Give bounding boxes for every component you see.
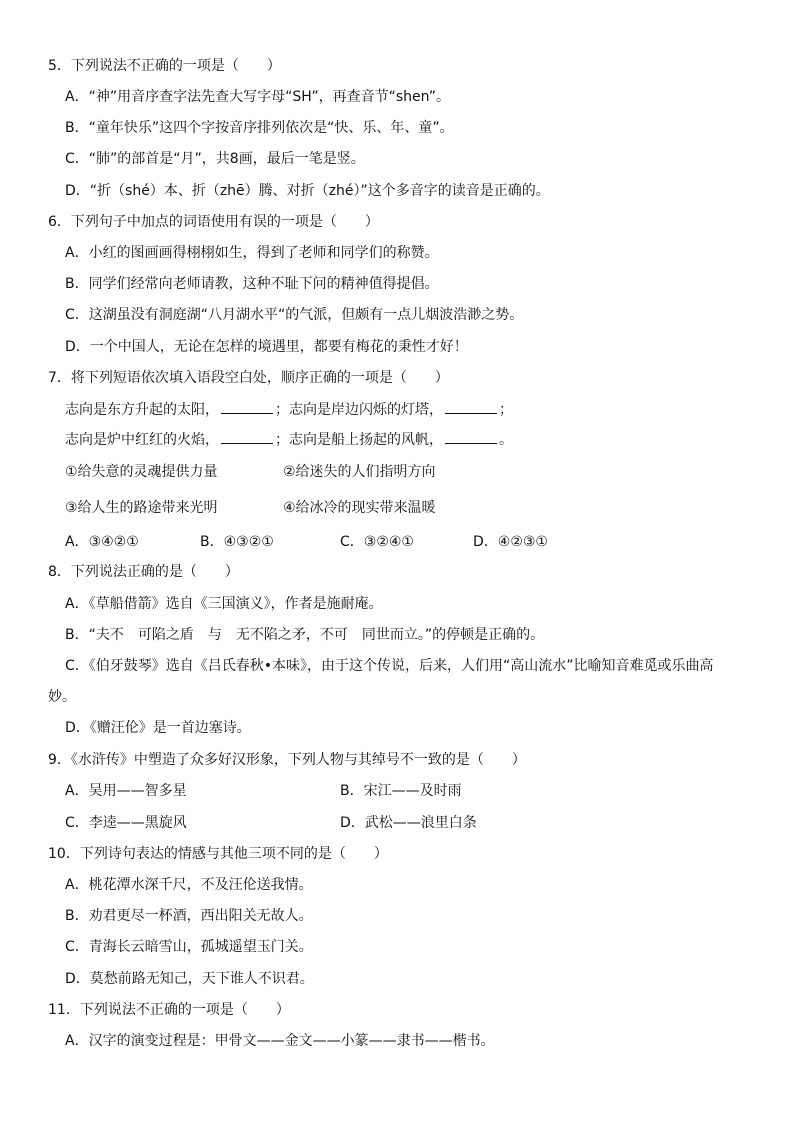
passage-text: ；志向是船上扬起的风帆，	[275, 432, 443, 448]
question-7-stem: 7．将下列短语依次填入语段空白处，顺序正确的一项是（ ）	[48, 370, 449, 386]
question-11-stem: 11．下列说法不正确的一项是（ ）	[48, 1002, 290, 1018]
question-5-option-b: B．“童年快乐”这四个字按音序排列依次是“快、乐、年、童”。	[65, 120, 454, 136]
question-7-option-a: A．③④②①	[65, 534, 139, 550]
question-7-option-c: C．③②④①	[340, 534, 414, 550]
question-8-option-c-continued: 妙。	[48, 689, 76, 705]
blank	[445, 401, 497, 414]
question-8-option-a: A．《草船借箭》选自《三国演义》，作者是施耐庵。	[65, 596, 383, 612]
question-9-stem: 9．《水浒传》中塑造了众多好汉形象，下列人物与其绰号不一致的是（ ）	[48, 752, 526, 768]
blank	[221, 401, 273, 414]
question-10-option-c: C．青海长云暗雪山，孤城遥望玉门关。	[65, 939, 313, 955]
question-7-phrase-4: ④给冰冷的现实带来温暖	[283, 500, 436, 516]
passage-text: 志向是东方升起的太阳，	[65, 402, 219, 418]
question-7-passage-line-1	[65, 401, 513, 419]
question-6-option-a: A．小红的图画画得栩栩如生，得到了老师和同学们的称赞。	[65, 245, 439, 261]
question-8-stem: 8．下列说法正确的是（ ）	[48, 564, 239, 580]
question-7-option-b: B．④③②①	[200, 534, 274, 550]
question-11-option-a: A．汉字的演变过程是：甲骨文——金文——小篆——隶书——楷书。	[65, 1033, 495, 1049]
question-7-phrase-2: ②给迷失的人们指明方向	[283, 464, 436, 480]
question-8-option-d: D．《赠汪伦》是一首边塞诗。	[65, 720, 251, 736]
question-7-option-d: D．④②③①	[473, 534, 548, 550]
question-8-option-b: B．“夫不 可陷之盾 与 无不陷之矛，不可 同世而立。”的停顿是正确的。	[65, 627, 545, 643]
question-9-option-a: A．吴用——智多星	[65, 783, 187, 799]
question-5-option-a: A．“神”用音序查字法先查大写字母“SH”，再查音节“shen”。	[65, 89, 450, 105]
question-10-option-a: A．桃花潭水深千尺，不及汪伦送我情。	[65, 877, 313, 893]
question-8-option-c: C．《伯牙鼓琴》选自《吕氏春秋•本味》，由于这个传说，后来，人们用“高山流水”比喻知音难觅或乐曲高	[65, 658, 714, 674]
question-6-option-d: D．一个中国人，无论在怎样的境遇里，都要有梅花的秉性才好！	[65, 339, 468, 355]
question-5-stem: 5．下列说法不正确的一项是（ ）	[48, 58, 281, 74]
question-10-option-d: D．莫愁前路无知己，天下谁人不识君。	[65, 971, 314, 987]
question-7-phrase-3: ③给人生的路途带来光明	[65, 500, 218, 516]
question-10-option-b: B．劝君更尽一杯酒，西出阳关无故人。	[65, 908, 313, 924]
question-5-option-d: D．“折（shé）本、折（zhē）腾、对折（zhé）”这个多音字的读音是正确的。	[65, 183, 550, 199]
question-10-stem: 10．下列诗句表达的情感与其他三项不同的是（ ）	[48, 846, 388, 862]
question-9-option-c: C．李逵——黑旋风	[65, 815, 187, 831]
question-6-stem: 6．下列句子中加点的词语使用有误的一项是（ ）	[48, 214, 379, 230]
question-7-phrase-1: ①给失意的灵魂提供力量	[65, 464, 218, 480]
passage-text: 志向是炉中红红的火焰，	[65, 432, 219, 448]
question-7-passage-line-2	[65, 431, 513, 449]
blank	[221, 431, 273, 444]
question-9-option-b: B．宋江——及时雨	[340, 783, 462, 799]
question-5-option-c: C．“肺”的部首是“月”，共8画，最后一笔是竖。	[65, 151, 365, 167]
passage-text: ；志向是岸边闪烁的灯塔，	[275, 402, 443, 418]
passage-text: ；	[499, 402, 513, 418]
question-6-option-b: B．同学们经常向老师请教，这种不耻下问的精神值得提倡。	[65, 276, 439, 292]
question-9-option-d: D．武松——浪里白条	[340, 815, 477, 831]
question-6-option-c: C．这湖虽没有洞庭湖“八月湖水平“的气派，但颇有一点儿烟波浩渺之势。	[65, 307, 524, 323]
blank	[445, 431, 497, 444]
passage-text: 。	[499, 432, 513, 448]
